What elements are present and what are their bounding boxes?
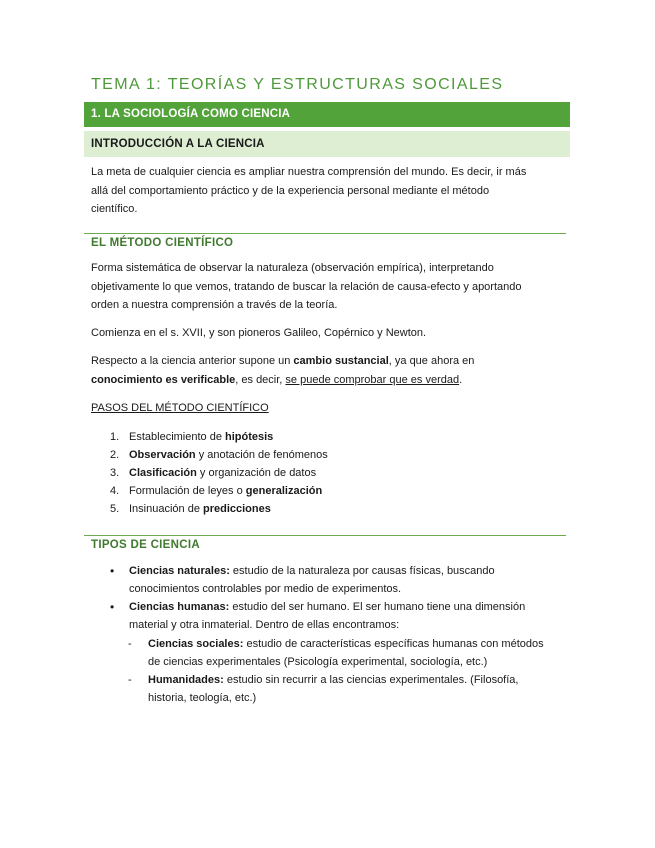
list-item: 2. Observación y anotación de fenómenos: [110, 449, 328, 461]
bullet-icon: •: [110, 564, 115, 578]
section-heading-sociologia: 1. LA SOCIOLOGÍA COMO CIENCIA: [84, 102, 570, 127]
comienza-paragraph: Comienza en el s. XVII, y son pioneros Galileo, Copérnico y Newton.: [91, 327, 427, 339]
dash-icon: -: [128, 638, 132, 650]
intro-paragraph: [91, 163, 561, 219]
section-divider: [84, 233, 566, 234]
intro-line: allá del comportamiento práctico y de la experiencia personal mediante el método: [91, 184, 490, 197]
respecto-paragraph: Respecto a la ciencia anterior supone un cambio sustancial, ya que ahora en conocimiento es verificable, es decir, se puede comprobar que es verdad.: [91, 355, 475, 386]
list-item: • Ciencias naturales: estudio de la naturaleza por causas físicas, buscando conocimientos controlables por medio de experimentos.: [110, 564, 495, 595]
metodo-line: orden a nuestra comprensión a través de la teoría.: [91, 299, 338, 311]
metodo-heading: EL MÉTODO CIENTÍFICO: [91, 237, 234, 249]
dash-icon: -: [128, 674, 132, 686]
metodo-line: Forma sistemática de observar la naturaleza (observación empírica), interpretando: [91, 262, 494, 274]
list-item: - Ciencias sociales: estudio de características específicas humanas con métodos de ciencias experimentales (Psicología experimental, sociología, etc.): [128, 635, 558, 671]
subsection-heading-introduccion: INTRODUCCIÓN A LA CIENCIA: [84, 131, 570, 157]
intro-line: científico.: [91, 203, 138, 215]
list-item: 5. Insinuación de predicciones: [110, 503, 271, 515]
list-item: 1. Establecimiento de hipótesis: [110, 431, 274, 443]
pasos-list: [110, 428, 328, 518]
metodo-line: objetivamente lo que vemos, tratando de buscar la relación de causa-efecto y aportando: [91, 280, 522, 293]
list-item: 4. Formulación de leyes o generalización: [110, 485, 323, 497]
pasos-heading: PASOS DEL MÉTODO CIENTÍFICO: [91, 402, 269, 414]
list-item: - Humanidades: estudio sin recurrir a las ciencias experimentales. (Filosofía, historia, teología, etc.): [128, 671, 558, 707]
list-item: • Ciencias humanas: estudio del ser humano. El ser humano tiene una dimensión material y otra inmaterial. Dentro de ellas encontramos:: [110, 600, 526, 631]
page-title: TEMA 1: TEORÍAS Y ESTRUCTURAS SOCIALES: [91, 76, 504, 93]
metodo-paragraph: [91, 259, 561, 315]
tipos-heading: TIPOS DE CIENCIA: [91, 539, 200, 551]
bullet-icon: •: [110, 600, 115, 614]
intro-line: La meta de cualquier ciencia es ampliar nuestra comprensión del mundo. Es decir, ir más: [91, 166, 527, 178]
list-item: 3. Clasificación y organización de datos: [110, 467, 317, 479]
section-divider: [84, 535, 566, 536]
